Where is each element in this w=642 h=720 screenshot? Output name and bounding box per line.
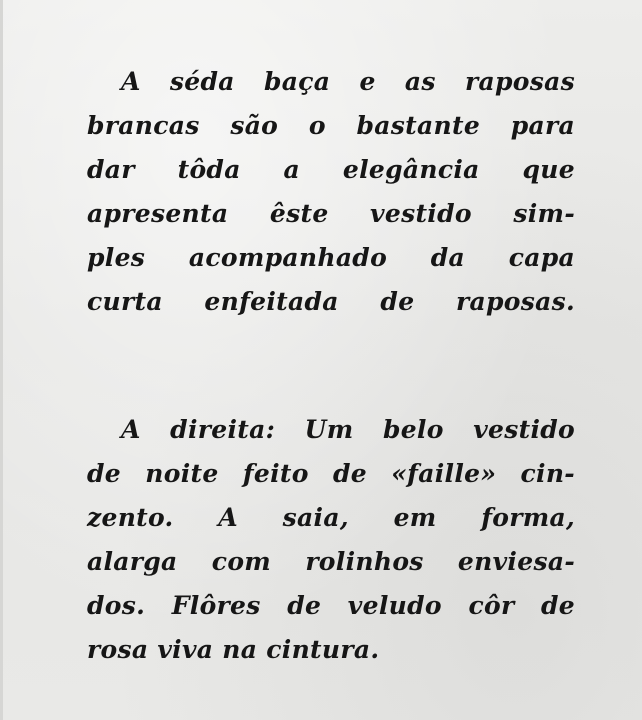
text-line: brancas são o bastante para [87,111,575,140]
text-line: apresenta êste vestido sim- [87,199,575,228]
text-line: A séda baça e as raposas [121,67,575,96]
text-line: alarga com rolinhos enviesa- [87,547,575,576]
text-line: curta enfeitada de raposas. [87,287,575,316]
text-line: de noite feito de «faille» cin- [87,459,575,488]
text-line: A direita: Um belo vestido [121,415,575,444]
text-line: ples acompanhado da capa [87,243,575,272]
text-line: dar tôda a elegância que [87,155,575,184]
paragraph-white-foxes-dress [87,60,575,324]
text-line: rosa viva na cintura. [87,635,380,664]
text-line: dos. Flôres de veludo côr de [87,591,575,620]
text-line: zento. A saia, em forma, [87,503,575,532]
paragraph-faille-evening-dress [87,408,575,672]
